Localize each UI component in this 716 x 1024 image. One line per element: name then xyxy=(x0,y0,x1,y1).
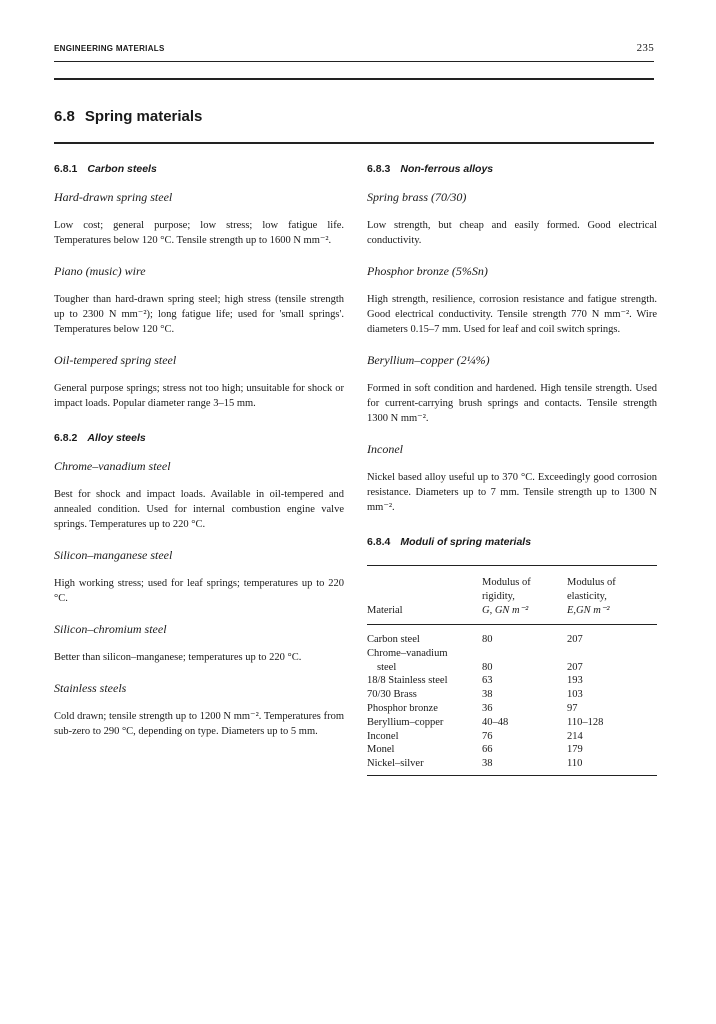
running-title: ENGINEERING MATERIALS xyxy=(54,44,165,53)
cell-elasticity: 193 xyxy=(567,675,583,687)
cell-material: Carbon steel xyxy=(367,634,420,645)
cell-rigidity: 63 xyxy=(482,675,493,687)
cell-rigidity: 38 xyxy=(482,689,493,701)
subsection-number: 6.8.4 xyxy=(367,536,391,548)
material-name: Silicon–manganese steel xyxy=(54,548,173,562)
cell-material: 18/8 Stainless steel xyxy=(367,675,448,687)
right-column xyxy=(367,158,657,776)
material-description: Tougher than hard-drawn spring steel; high stress (tensile strength up to 2300 N mm⁻²); long fatigue life; used for 'small springs'. Temperatures below 120 °C. xyxy=(54,294,344,335)
subsection-number: 6.8.3 xyxy=(367,163,391,175)
cell-material: Phosphor bronze xyxy=(367,702,438,714)
cell-elasticity: 214 xyxy=(567,730,583,742)
left-column xyxy=(54,158,344,755)
cell-rigidity: 80 xyxy=(482,634,493,645)
cell-material: steel xyxy=(377,661,397,673)
header-material: Material xyxy=(367,566,482,625)
table-row xyxy=(367,625,657,647)
material-name: Chrome–vanadium steel xyxy=(54,459,171,473)
header-rigidity-line: rigidity, xyxy=(482,591,515,602)
material-description: Nickel based alloy useful up to 370 °C. Exceedingly good corrosion resistance. Diameters up to 7 mm. Tensile strength up to 1300 N mm⁻². xyxy=(367,472,657,513)
subsection-title: Non-ferrous alloys xyxy=(400,163,494,175)
cell-elasticity: 103 xyxy=(567,689,583,701)
subsection-heading-non-ferrous xyxy=(367,158,657,180)
cell-elasticity: 179 xyxy=(567,744,583,756)
cell-rigidity: 80 xyxy=(482,661,493,673)
material-name: Spring brass (70/30) xyxy=(367,190,467,204)
moduli-table xyxy=(367,565,657,776)
subsection-number: 6.8.1 xyxy=(54,163,78,175)
cell-rigidity: 38 xyxy=(482,758,493,770)
material-description: High strength, resilience, corrosion resistance and fatigue strength. Good electrical conductivity. Tensile strength 770 N mm⁻². Wire diameters 0.15–7 mm. Used for leaf and coil switch springs. xyxy=(367,294,657,335)
cell-material: Chrome–vanadium xyxy=(367,647,448,659)
subsection-number: 6.8.2 xyxy=(54,432,78,444)
cell-elasticity: 207 xyxy=(567,661,583,673)
table-header-row xyxy=(367,566,657,625)
table-row xyxy=(367,674,657,688)
header-rigidity-unit: G, GN m⁻² xyxy=(482,605,529,616)
material-description: Cold drawn; tensile strength up to 1200 N mm⁻². Temperatures from sub-zero to 290 °C, depending on type. Diameters up to 5 mm. xyxy=(54,711,344,737)
material-description: Better than silicon–manganese; temperatures up to 220 °C. xyxy=(54,652,302,663)
section-bottom-rule xyxy=(54,142,654,144)
cell-rigidity: 36 xyxy=(482,702,493,714)
cell-material: Monel xyxy=(367,744,395,756)
header-elasticity xyxy=(567,566,657,625)
table-row xyxy=(367,716,657,730)
material-description: Low cost; general purpose; low stress; low fatigue life. Temperatures below 120 °C. Tensile strength up to 1600 N mm⁻². xyxy=(54,220,344,246)
subsection-title: Moduli of spring materials xyxy=(400,536,532,548)
material-name: Oil-tempered spring steel xyxy=(54,353,177,367)
material-name: Beryllium–copper (2¼%) xyxy=(367,353,490,367)
cell-elasticity: 110–128 xyxy=(567,716,604,728)
material-name: Phosphor bronze (5%Sn) xyxy=(367,264,488,278)
subsection-heading-carbon-steels xyxy=(54,158,344,180)
material-description: Low strength, but cheap and easily formed. Good electrical conductivity. xyxy=(367,220,657,246)
header-elasticity-line: Modulus of xyxy=(567,577,616,588)
cell-material: Nickel–silver xyxy=(367,758,424,770)
section-heading xyxy=(54,108,202,125)
material-description: Formed in soft condition and hardened. High tensile strength. Used for current-carrying brush springs and contacts. Tensile strength 1300 N mm⁻². xyxy=(367,383,657,424)
cell-elasticity xyxy=(567,647,657,661)
table-row xyxy=(367,743,657,757)
cell-rigidity: 40–48 xyxy=(482,716,509,728)
cell-material: Beryllium–copper xyxy=(367,716,444,728)
section-top-rule xyxy=(54,78,654,80)
table-row xyxy=(367,757,657,775)
material-description: Best for shock and impact loads. Available in oil-tempered and annealed condition. Used for internal combustion engine valve springs. Temperatures up to 220 °C. xyxy=(54,489,344,530)
header-rule xyxy=(54,61,654,62)
header-elasticity-line: elasticity, xyxy=(567,591,607,602)
page-number: 235 xyxy=(636,42,654,54)
header-elasticity-unit: E,GN m⁻² xyxy=(567,605,610,616)
running-head xyxy=(54,42,654,58)
cell-material: Inconel xyxy=(367,730,399,742)
cell-rigidity: 76 xyxy=(482,730,493,742)
subsection-heading-moduli xyxy=(367,531,657,553)
table-row xyxy=(367,730,657,744)
material-description: High working stress; used for leaf springs; temperatures up to 220 °C. xyxy=(54,578,344,604)
cell-elasticity: 110 xyxy=(567,758,583,770)
cell-rigidity: 66 xyxy=(482,744,493,756)
cell-rigidity xyxy=(482,647,567,661)
material-name: Hard-drawn spring steel xyxy=(54,190,173,204)
subsection-title: Alloy steels xyxy=(87,432,146,444)
header-rigidity-line: Modulus of xyxy=(482,577,531,588)
cell-elasticity: 207 xyxy=(567,634,583,645)
table-row xyxy=(367,661,657,675)
table-row xyxy=(367,688,657,702)
cell-material: 70/30 Brass xyxy=(367,689,417,701)
material-name: Piano (music) wire xyxy=(54,264,146,278)
table-row xyxy=(367,647,657,661)
material-name: Stainless steels xyxy=(54,681,127,695)
material-name: Inconel xyxy=(367,442,403,456)
section-title: Spring materials xyxy=(84,108,203,125)
table-row xyxy=(367,702,657,716)
section-number: 6.8 xyxy=(54,108,75,125)
subsection-title: Carbon steels xyxy=(87,163,157,175)
cell-elasticity: 97 xyxy=(567,702,578,714)
header-rigidity xyxy=(482,566,567,625)
subsection-heading-alloy-steels xyxy=(54,427,344,449)
material-name: Silicon–chromium steel xyxy=(54,622,167,636)
material-description: General purpose springs; stress not too high; unsuitable for shock or impact loads. Popular diameter range 3–15 mm. xyxy=(54,383,344,409)
